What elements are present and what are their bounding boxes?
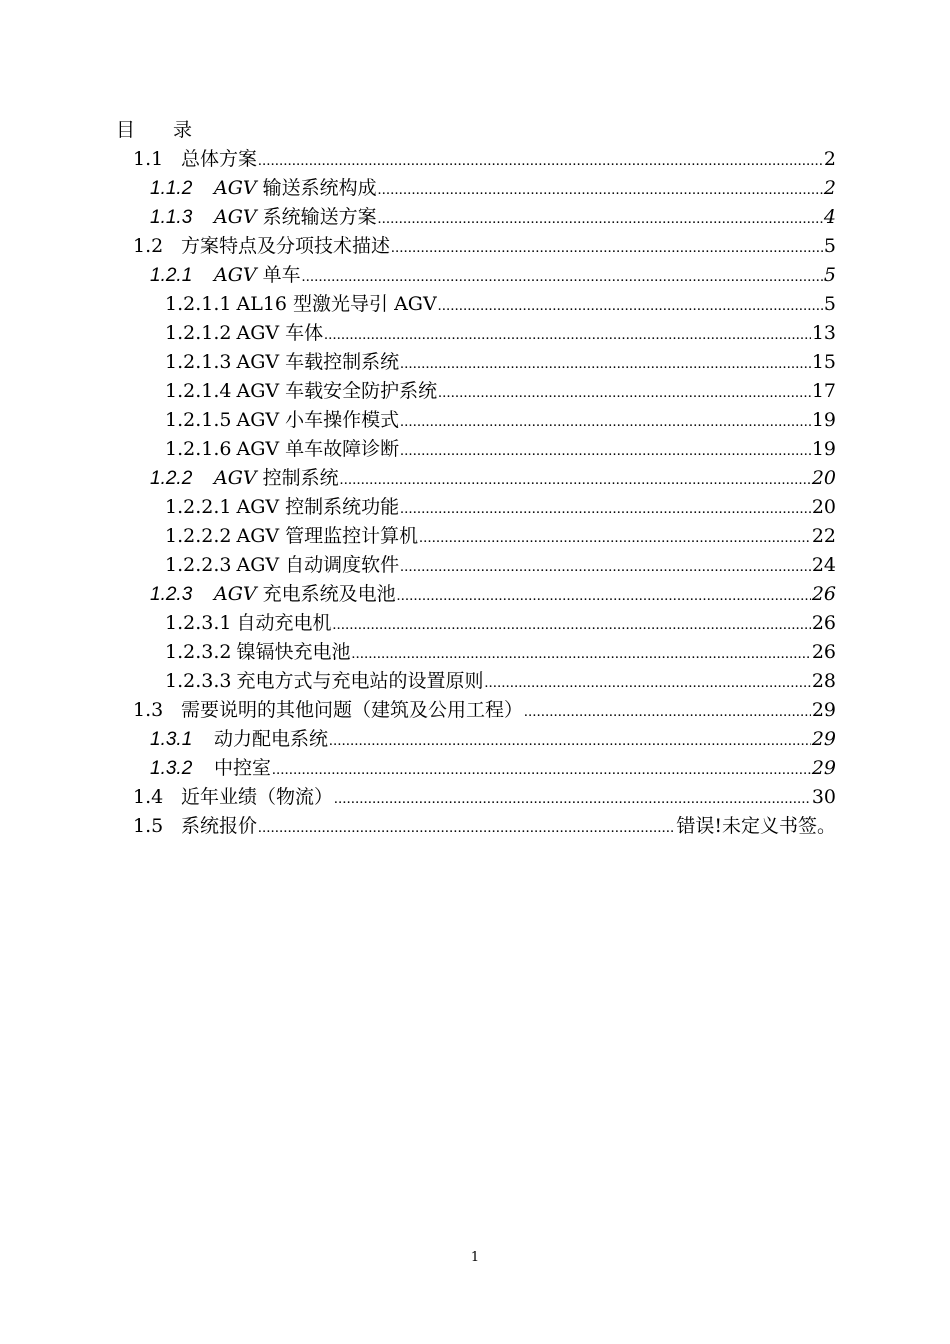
toc-entry-page: 29 (811, 728, 836, 750)
toc-leader-dots (258, 147, 823, 176)
toc-entry[interactable] (165, 551, 836, 580)
toc-leader-dots (324, 321, 811, 350)
toc-entry-number: 1.2.1.1 (165, 293, 232, 315)
toc-entry[interactable] (133, 145, 836, 174)
toc-entry[interactable] (133, 783, 836, 812)
toc-leader-dots (334, 785, 811, 814)
toc-entry[interactable] (165, 377, 836, 406)
toc-entry-page: 5 (823, 264, 836, 286)
toc-entry[interactable] (150, 203, 836, 232)
toc-entry-page: 30 (811, 786, 836, 808)
toc-entry[interactable] (165, 609, 836, 638)
toc-entry-title: 需要说明的其他问题（建筑及公用工程） (181, 699, 524, 721)
toc-entry-page: 2 (823, 177, 836, 199)
toc-leader-dots (378, 205, 823, 234)
toc-entry-number: 1.2.1.6 (165, 438, 232, 460)
toc-entry-number: 1.2.1 (150, 265, 193, 286)
toc-title (116, 115, 192, 142)
toc-entry[interactable] (165, 435, 836, 464)
toc-entry-number: 1.5 (133, 815, 164, 837)
toc-entry[interactable] (133, 232, 836, 261)
toc-entry-title: AGV 自动调度软件 (236, 554, 400, 576)
toc-entry-title: AGV 管理监控计算机 (236, 525, 419, 547)
toc-entry-page: 15 (811, 351, 836, 373)
toc-entry-title: 系统报价 (181, 815, 258, 837)
toc-entry-title: AGV 车载安全防护系统 (236, 380, 438, 402)
toc-entry-page: 错误!未定义书签。 (676, 815, 836, 837)
toc-entry[interactable] (165, 290, 836, 319)
toc-entry[interactable] (165, 667, 836, 696)
toc-entry-title: 中控室 (214, 757, 272, 779)
toc-entry-number: 1.2.2.2 (165, 525, 232, 547)
toc-entry-page: 19 (811, 438, 836, 460)
toc-entry-page: 13 (811, 322, 836, 344)
toc-leader-dots (419, 524, 811, 553)
toc-entry-number: 1.3.1 (150, 729, 193, 750)
toc-leader-dots (302, 263, 823, 292)
toc-entry-number: 1.2.3.1 (165, 612, 232, 634)
toc-entry-number: 1.2.1.4 (165, 380, 232, 402)
toc-entry-number: 1.2.2 (150, 468, 193, 489)
toc-entry-title: AGV 充电系统及电池 (214, 583, 396, 605)
toc-entry-title: 充电方式与充电站的设置原则 (236, 670, 484, 692)
toc-leader-dots (400, 437, 811, 466)
toc-leader-dots (352, 640, 811, 669)
toc-entry-page: 26 (811, 641, 836, 663)
toc-entry-title: 镍镉快充电池 (236, 641, 351, 663)
toc-entry-title: AGV 小车操作模式 (236, 409, 400, 431)
toc-entry-number: 1.2.3 (150, 584, 193, 605)
toc-leader-dots (272, 756, 811, 785)
toc-entry[interactable] (150, 261, 836, 290)
toc-entry[interactable] (150, 464, 836, 493)
toc-entry-title: AGV 单车故障诊断 (236, 438, 400, 460)
toc-entry-page: 24 (811, 554, 836, 576)
toc-entry-page: 29 (811, 699, 836, 721)
toc-leader-dots (397, 582, 811, 611)
toc-entry-title: AGV 车载控制系统 (236, 351, 400, 373)
toc-entry-title: AL16 型激光导引 AGV (236, 293, 437, 315)
toc-entry[interactable] (165, 319, 836, 348)
toc-entry-page: 5 (823, 235, 836, 257)
toc-entry-number: 1.2.2.1 (165, 496, 232, 518)
toc-leader-dots (400, 350, 811, 379)
footer-page-number: 1 (470, 1250, 480, 1265)
toc-entry[interactable] (165, 406, 836, 435)
toc-entry-number: 1.1.2 (150, 178, 193, 199)
toc-entry-page: 26 (811, 583, 836, 605)
toc-entry-title: AGV 系统输送方案 (214, 206, 377, 228)
toc-leader-dots (400, 408, 811, 437)
toc-entry-number: 1.2 (133, 235, 164, 257)
toc-entry-page: 4 (823, 206, 836, 228)
toc-leader-dots (329, 727, 811, 756)
toc-leader-dots (485, 669, 811, 698)
toc-entry-number: 1.3.2 (150, 758, 193, 779)
toc-leader-dots (391, 234, 823, 263)
toc-entry-page: 26 (811, 612, 836, 634)
toc-entry[interactable] (165, 638, 836, 667)
toc-entry-page: 2 (823, 148, 836, 170)
toc-entry-title: 自动充电机 (236, 612, 332, 634)
toc-entry-page: 28 (811, 670, 836, 692)
toc-entry-number: 1.4 (133, 786, 164, 808)
toc-entry-title: 动力配电系统 (214, 728, 329, 750)
toc-entry[interactable] (150, 174, 836, 203)
toc-leader-dots (438, 379, 811, 408)
toc-leader-dots (438, 292, 823, 321)
toc-entry-number: 1.2.2.3 (165, 554, 232, 576)
toc-entry-title: 近年业绩（物流） (181, 786, 334, 808)
toc-title-right: 录 (173, 119, 193, 141)
toc-entry[interactable] (150, 754, 836, 783)
toc-entry-title: 总体方案 (181, 148, 258, 170)
toc-entry-title: 方案特点及分项技术描述 (181, 235, 391, 257)
toc-entry[interactable] (133, 812, 836, 841)
toc-entry[interactable] (133, 696, 836, 725)
toc-entry-title: AGV 输送系统构成 (214, 177, 377, 199)
toc-entry-page: 22 (811, 525, 836, 547)
toc-entry[interactable] (165, 348, 836, 377)
toc-title-left: 目 (116, 119, 136, 141)
toc-entry-number: 1.1.3 (150, 207, 193, 228)
toc-entry-page: 17 (811, 380, 836, 402)
toc-entry-page: 29 (811, 757, 836, 779)
toc-leader-dots (258, 814, 675, 843)
toc-leader-dots (400, 553, 811, 582)
toc-leader-dots (400, 495, 811, 524)
toc-leader-dots (378, 176, 823, 205)
toc-entry[interactable] (165, 493, 836, 522)
toc-entry-title: AGV 控制系统功能 (236, 496, 400, 518)
toc-entry-number: 1.2.3.2 (165, 641, 232, 663)
toc-entry-title: AGV 控制系统 (214, 467, 339, 489)
toc-entry-number: 1.2.3.3 (165, 670, 232, 692)
toc-entry-page: 5 (823, 293, 836, 315)
toc-entry-number: 1.2.1.3 (165, 351, 232, 373)
toc-entry-title: AGV 单车 (214, 264, 301, 286)
toc-leader-dots (333, 611, 811, 640)
toc-entry-number: 1.1 (133, 148, 164, 170)
toc-leader-dots (524, 698, 811, 727)
toc-entry-number: 1.2.1.5 (165, 409, 232, 431)
toc-entry-number: 1.2.1.2 (165, 322, 232, 344)
toc-entry[interactable] (150, 580, 836, 609)
toc-leader-dots (340, 466, 811, 495)
toc-entry-number: 1.3 (133, 699, 164, 721)
toc-entry[interactable] (165, 522, 836, 551)
toc-entry-page: 19 (811, 409, 836, 431)
toc-entry-page: 20 (811, 467, 836, 489)
toc-entry-title: AGV 车体 (236, 322, 324, 344)
toc-entry[interactable] (150, 725, 836, 754)
toc-entry-page: 20 (811, 496, 836, 518)
